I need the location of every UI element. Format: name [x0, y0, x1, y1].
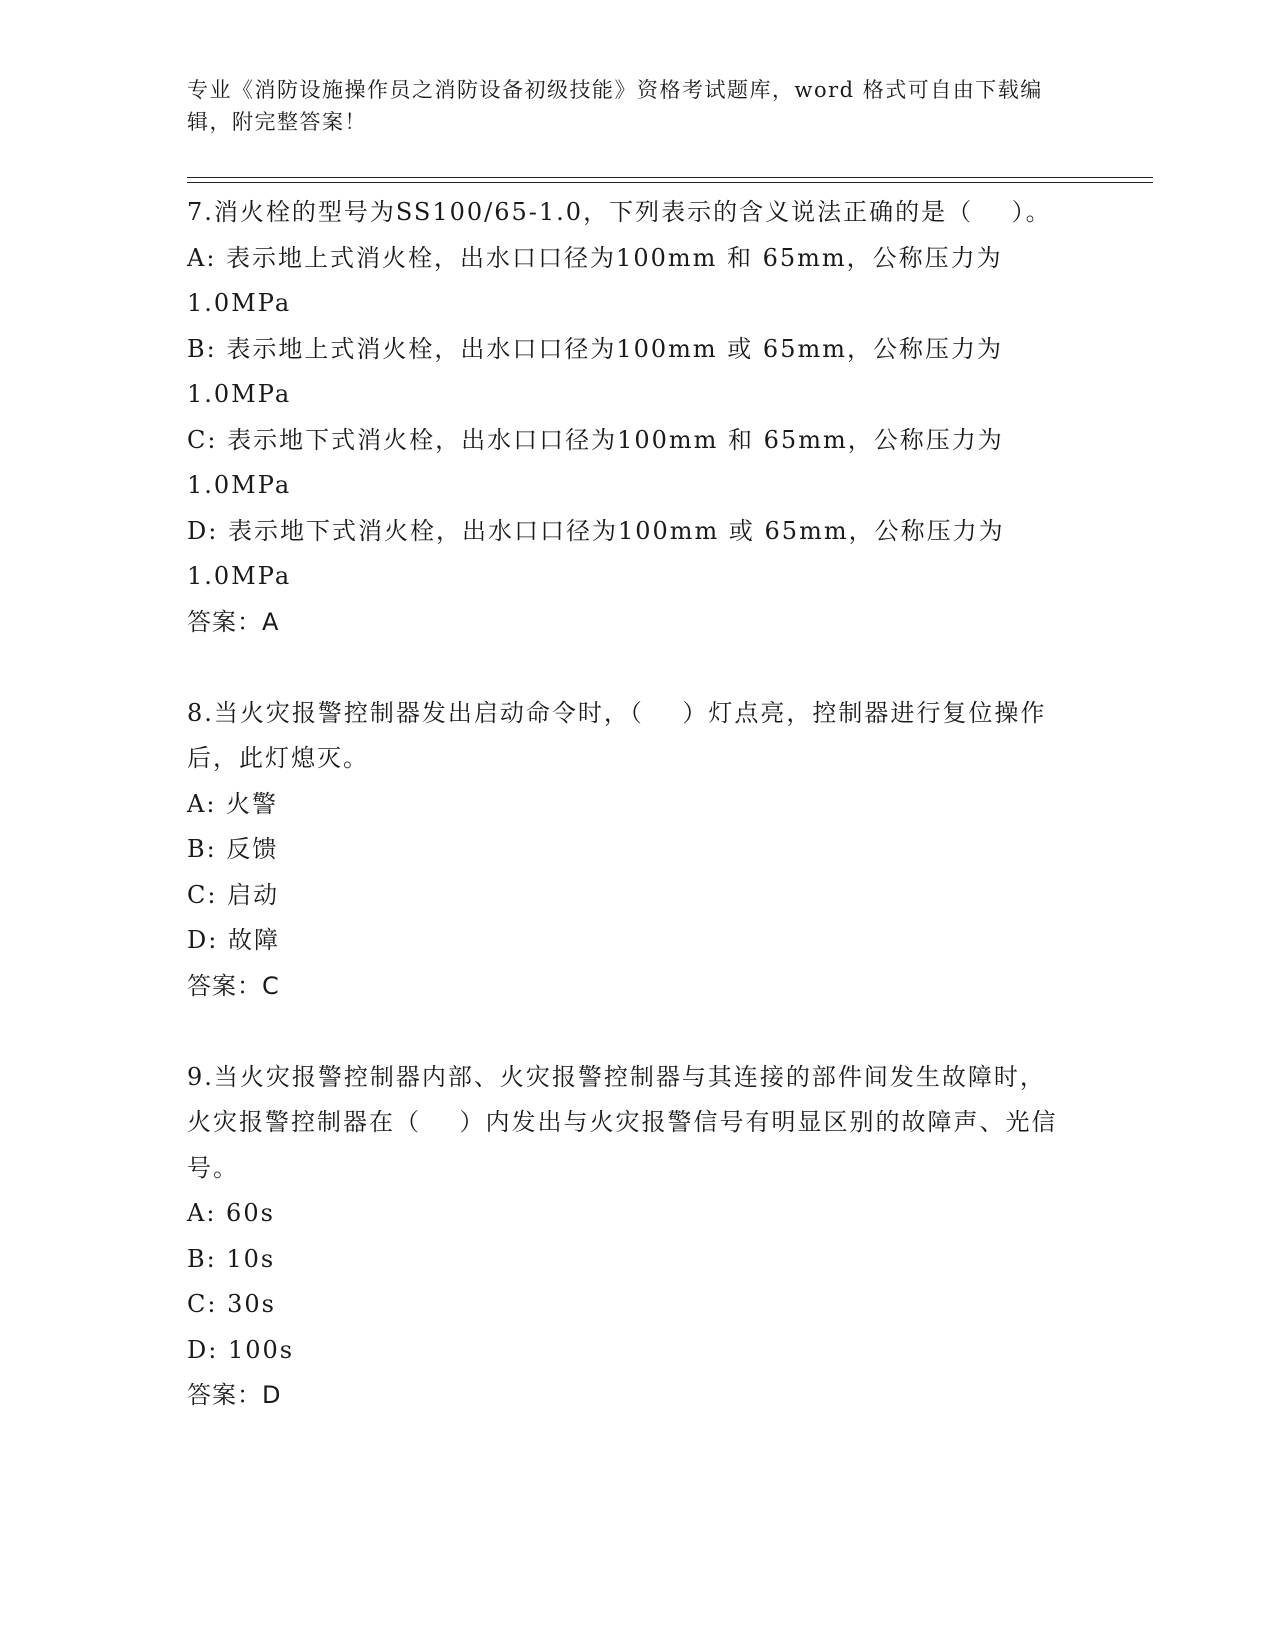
option-a: A: 60s	[187, 1199, 275, 1227]
option-d: D: 表示地下式消火栓，出水口口径为100mm 或 65mm，公称压力为 1.0MPa	[187, 516, 1015, 590]
answer-label: 答案：C	[187, 971, 280, 1000]
question-9	[187, 1055, 1067, 1419]
question-stem: 7.消火栓的型号为SS100/65-1.0，下列表示的含义说法正确的是（ ）。	[187, 198, 1052, 226]
question-stem: 8.当火灾报警控制器发出启动命令时，（ ）灯点亮，控制器进行复位操作后，此灯熄灭。	[187, 698, 1047, 772]
option-b: B: 10s	[187, 1244, 276, 1273]
question-7	[187, 190, 1067, 645]
option-b: B: 表示地上式消火栓，出水口口径为100mm 或 65mm，公称压力为 1.0MPa	[187, 334, 1013, 408]
page-header: 专业《消防设施操作员之消防设备初级技能》资格考试题库，word 格式可自由下载编辑，附完整答案！	[187, 78, 1043, 134]
answer-label: 答案：D	[187, 1381, 282, 1409]
option-a: A: 火警	[187, 789, 279, 818]
option-a: A: 表示地上式消火栓，出水口口径为100mm 和 65mm，公称压力为 1.0MPa	[187, 243, 1013, 317]
answer-label: 答案：A	[187, 607, 280, 636]
option-c: C: 表示地下式消火栓，出水口口径为100mm 和 65mm，公称压力为 1.0MPa	[187, 425, 1014, 499]
option-c: C: 启动	[187, 880, 280, 909]
option-b: B: 反馈	[187, 835, 279, 863]
question-8	[187, 691, 1067, 1010]
header-rule	[187, 177, 1153, 178]
header-rule-second	[187, 182, 1153, 183]
option-c: C: 30s	[187, 1290, 276, 1318]
question-stem: 9.当火灾报警控制器内部、火灾报警控制器与其连接的部件间发生故障时，火灾报警控制器在（ ）内发出与火灾报警信号有明显区别的故障声、光信号。	[187, 1062, 1058, 1182]
option-d: D: 故障	[187, 926, 280, 954]
question-list	[187, 190, 1067, 1464]
option-d: D: 100s	[187, 1335, 295, 1364]
